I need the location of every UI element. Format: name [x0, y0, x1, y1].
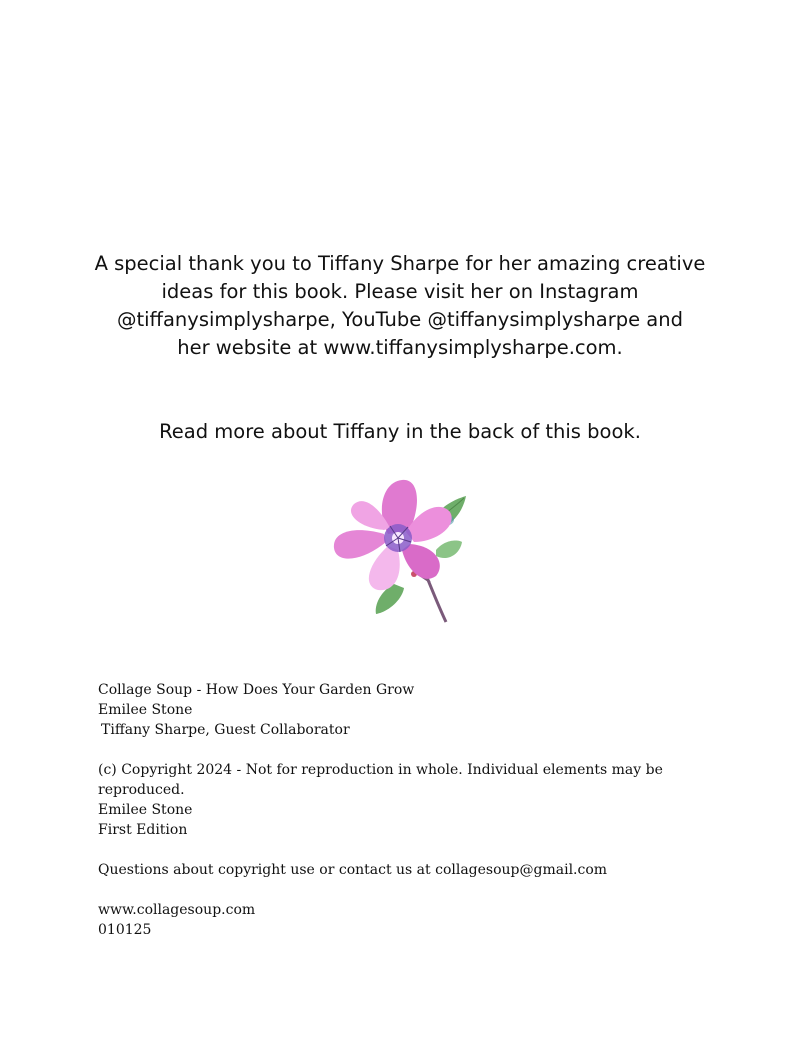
print-code: 010125 — [98, 922, 152, 938]
collaborator-credit: Tiffany Sharpe, Guest Collaborator — [101, 722, 350, 738]
colophon — [98, 680, 718, 940]
petal-bottom — [369, 546, 400, 590]
contact-line: Questions about copyright use or contact us at collagesoup@gmail.com — [98, 862, 608, 878]
petal-lower-right — [402, 544, 440, 579]
read-more-text: Read more about Tiffany in the back of this book. — [159, 420, 641, 443]
spacer — [98, 880, 718, 900]
thank-you-line: her website at www.tiffanysimplysharpe.com. — [177, 336, 623, 359]
edition: First Edition — [98, 822, 188, 838]
thank-you-message — [60, 250, 740, 362]
author-name: Emilee Stone — [98, 702, 193, 718]
copyright-notice: (c) Copyright 2024 - Not for reproduction in whole. Individual elements may be reproduced. — [98, 762, 663, 798]
book-title: Collage Soup - How Does Your Garden Grow — [98, 682, 415, 698]
website: www.collagesoup.com — [98, 902, 256, 918]
spacer — [98, 840, 718, 860]
petal-left — [334, 530, 386, 559]
author-name-2: Emilee Stone — [98, 802, 193, 818]
spacer — [98, 740, 718, 760]
thank-you-line: @tiffanysimplysharpe, YouTube @tiffanysimplysharpe and — [116, 308, 683, 331]
thank-you-line: A special thank you to Tiffany Sharpe for her amazing creative — [94, 252, 706, 275]
thank-you-line: ideas for this book. Please visit her on Instagram — [161, 280, 639, 303]
flower-svg — [318, 472, 478, 632]
leaf-right — [436, 540, 462, 558]
pink-flower-illustration — [318, 472, 478, 632]
